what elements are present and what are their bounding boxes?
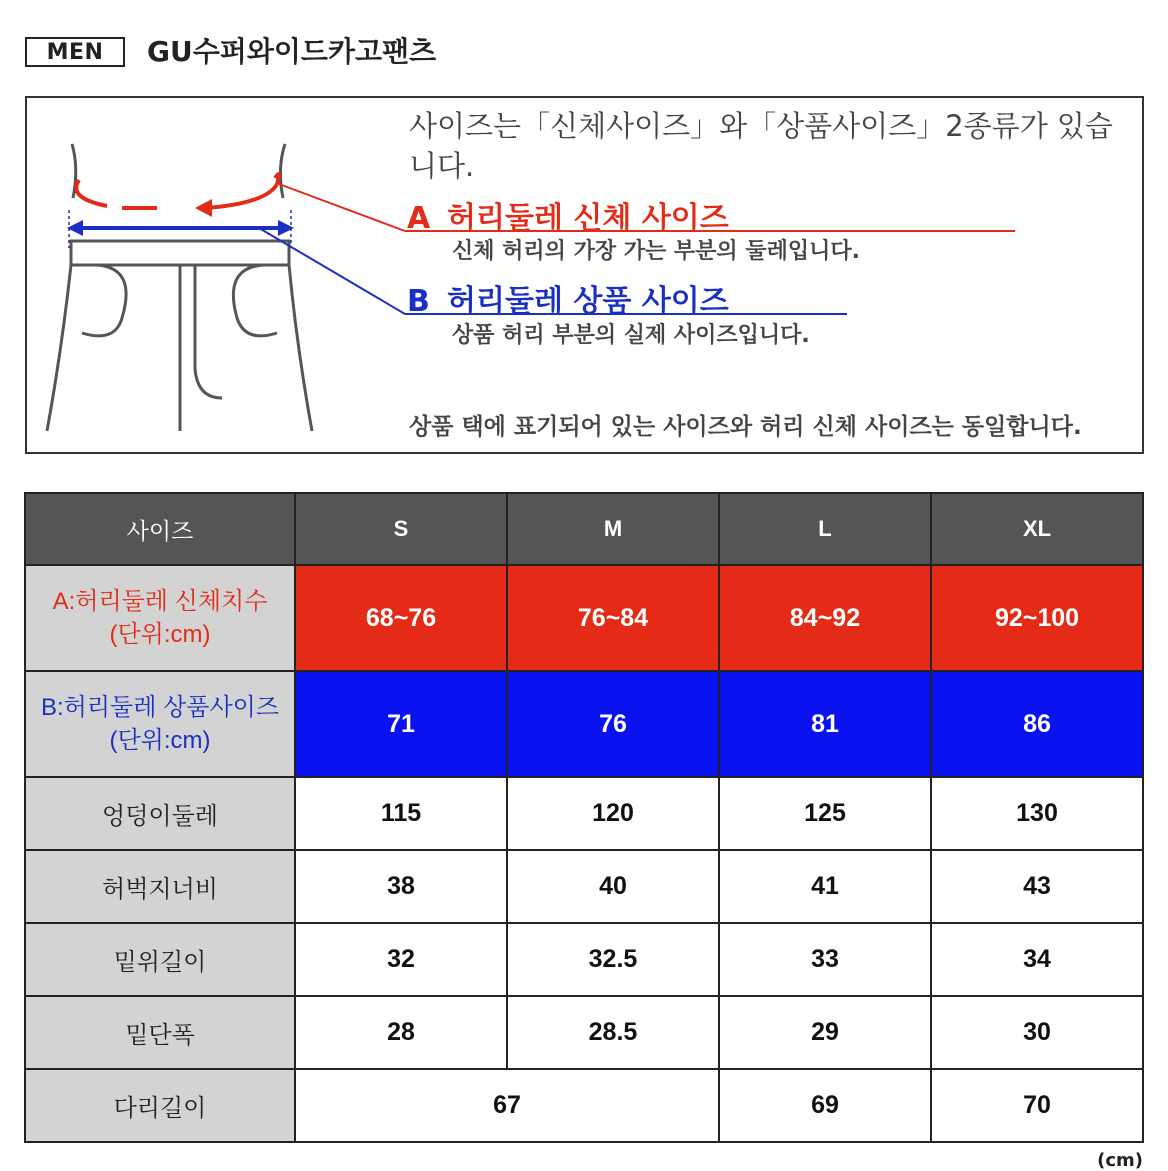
table-row: [25, 850, 1143, 923]
table-row: [25, 777, 1143, 850]
row-label: 엉덩이둘레: [25, 777, 295, 850]
table-cell: 86: [931, 671, 1143, 777]
table-cell: 84~92: [719, 565, 931, 671]
size-header: L: [719, 493, 931, 565]
table-cell: 34: [931, 923, 1143, 996]
red-arrow-head: [195, 199, 212, 217]
table-cell: 76: [507, 671, 719, 777]
right-leg-outer: [289, 265, 312, 431]
table-cell: 71: [295, 671, 507, 777]
table-cell: 28: [295, 996, 507, 1069]
desc-a: 신체 허리의 가장 가는 부분의 둘레입니다.: [452, 239, 860, 264]
table-cell: 120: [507, 777, 719, 850]
row-a-label: A:허리둘레 신체치수: [52, 588, 268, 615]
label-a-letter: A: [407, 201, 431, 236]
row-label: [25, 671, 295, 777]
row-b-unit: (단위:cm): [109, 727, 211, 754]
table-cell: 125: [719, 777, 931, 850]
desc-b: 상품 허리 부분의 실제 사이즈입니다.: [452, 323, 810, 348]
label-b-title: 허리둘레 상품 사이즈: [447, 284, 729, 319]
table-cell: 32.5: [507, 923, 719, 996]
size-header: S: [295, 493, 507, 565]
row-b-label: B:허리둘레 상품사이즈: [41, 694, 279, 721]
table-row: [25, 1069, 1143, 1142]
row-label: 다리길이: [25, 1069, 295, 1142]
table-cell: 33: [719, 923, 931, 996]
table-cell: 38: [295, 850, 507, 923]
label-a: [407, 193, 729, 237]
left-pocket: [82, 265, 126, 336]
waistband: [71, 241, 289, 265]
table-cell: 43: [931, 850, 1143, 923]
unit-note: (cm): [1097, 1150, 1143, 1171]
left-leg-outer: [47, 265, 71, 431]
table-cell: 130: [931, 777, 1143, 850]
table-cell: 69: [719, 1069, 931, 1142]
label-b: [407, 276, 729, 320]
table-cell: 29: [719, 996, 931, 1069]
table-cell: 68~76: [295, 565, 507, 671]
row-label: 밑위길이: [25, 923, 295, 996]
table-cell: 92~100: [931, 565, 1143, 671]
row-label: [25, 565, 295, 671]
corner-cell: 사이즈: [25, 493, 295, 565]
table-cell: 70: [931, 1069, 1143, 1142]
label-a-title: 허리둘레 신체 사이즈: [447, 201, 729, 236]
size-header: M: [507, 493, 719, 565]
table-cell: 76~84: [507, 565, 719, 671]
table-row: [25, 565, 1143, 671]
right-pocket: [233, 265, 277, 336]
table-row: [25, 996, 1143, 1069]
table-cell: 115: [295, 777, 507, 850]
size-header: XL: [931, 493, 1143, 565]
row-a-unit: (단위:cm): [109, 621, 211, 648]
table-row: [25, 671, 1143, 777]
table-row: [25, 923, 1143, 996]
size-note: 상품 택에 표기되어 있는 사이즈와 허리 신체 사이즈는 동일합니다.: [409, 414, 1082, 440]
label-b-letter: B: [407, 284, 430, 319]
row-label: 밑단폭: [25, 996, 295, 1069]
size-info-box: [25, 96, 1144, 454]
leader-line-a: [279, 184, 405, 231]
pants-right-edge-top: [280, 144, 285, 198]
table-cell: 81: [719, 671, 931, 777]
table-cell: 41: [719, 850, 931, 923]
table-cell: 30: [931, 996, 1143, 1069]
size-intro-text: 사이즈는「신체사이즈」와「상품사이즈」2종류가 있습니다.: [409, 109, 1113, 183]
row-label: 허벅지너비: [25, 850, 295, 923]
body-waist-arrow: [76, 174, 279, 208]
table-cell: 67: [295, 1069, 719, 1142]
fly: [195, 265, 222, 398]
table-header-row: [25, 493, 1143, 565]
table-cell: 40: [507, 850, 719, 923]
size-table: [24, 492, 1144, 1143]
men-badge: MEN: [25, 37, 125, 67]
leader-line-b: [259, 228, 405, 314]
table-cell: 28.5: [507, 996, 719, 1069]
product-title: GU수퍼와이드카고팬츠: [147, 35, 437, 68]
table-cell: 32: [295, 923, 507, 996]
